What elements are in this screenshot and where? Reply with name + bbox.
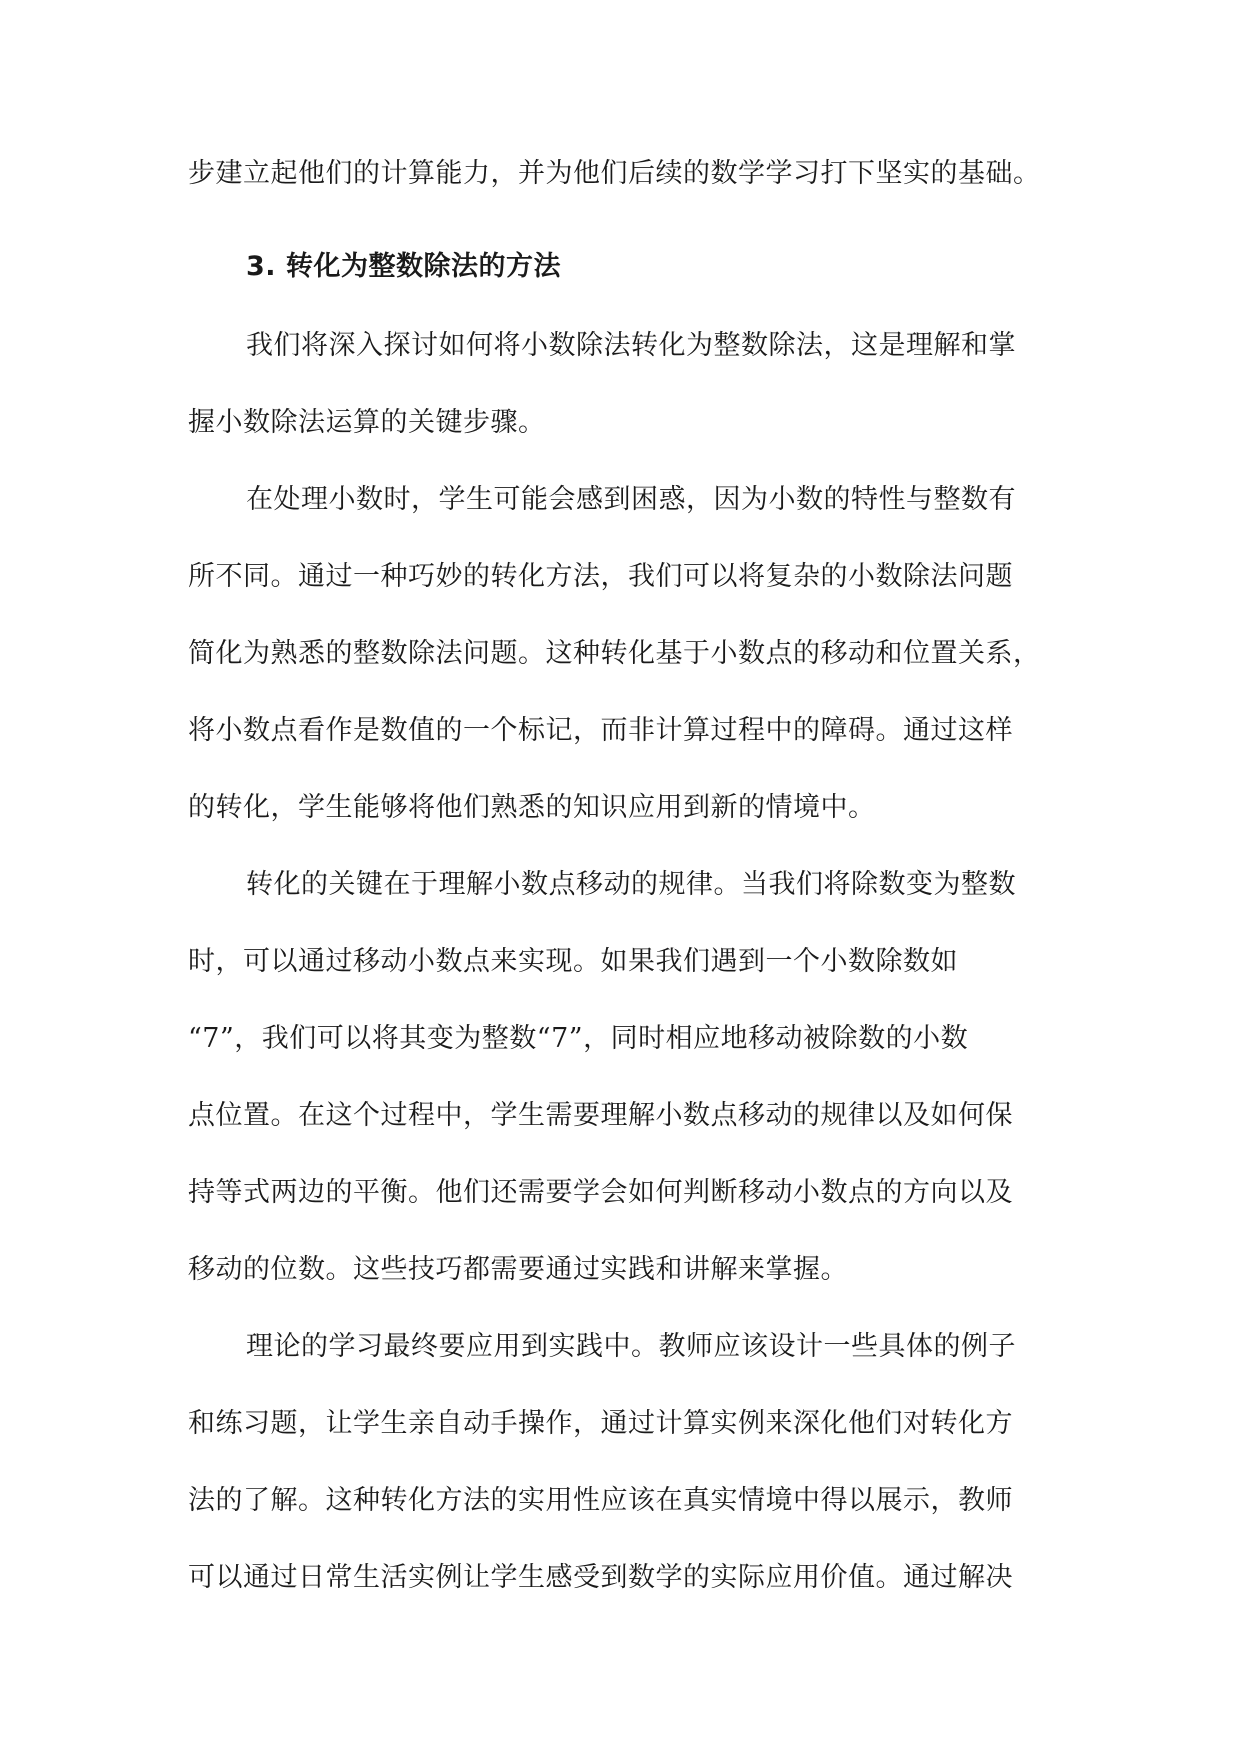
spacer <box>188 221 1053 237</box>
paragraph-4-line-2: 和练习题，让学生亲自动手操作，通过计算实例来深化他们对转化方 <box>188 1408 1013 1439</box>
continuation-line: 步建立起他们的计算能力，并为他们后续的数学学习打下坚实的基础。 <box>188 158 1041 189</box>
paragraph-3-line-4: 点位置。在这个过程中，学生需要理解小数点移动的规律以及如何保 <box>188 1100 1013 1131</box>
paragraph-3-line-2: 时，可以通过移动小数点来实现。如果我们遇到一个小数除数如 <box>188 946 958 977</box>
paragraph-4-line-3: 法的了解。这种转化方法的实用性应该在真实情境中得以展示，教师 <box>188 1485 1013 1516</box>
paragraph-2-line-4: 将小数点看作是数值的一个标记，而非计算过程中的障碍。通过这样 <box>188 715 1013 746</box>
paragraph-4-line-1: 理论的学习最终要应用到实践中。教师应该设计一些具体的例子 <box>246 1331 1016 1362</box>
paragraph-2-line-2: 所不同。通过一种巧妙的转化方法，我们可以将复杂的小数除法问题 <box>188 561 1013 592</box>
paragraph-3-line-3: “7”，我们可以将其变为整数“7”，同时相应地移动被除数的小数 <box>188 1023 969 1054</box>
paragraph-1-line-2: 握小数除法运算的关键步骤。 <box>188 407 546 438</box>
paragraph-2-line-3: 简化为熟悉的整数除法问题。这种转化基于小数点的移动和位置关系， <box>188 638 1041 669</box>
section-heading: 3. 转化为整数除法的方法 <box>246 251 561 282</box>
paragraph-4-line-4: 可以通过日常生活实例让学生感受到数学的实际应用价值。通过解决 <box>188 1562 1013 1593</box>
paragraph-1-line-1: 我们将深入探讨如何将小数除法转化为整数除法，这是理解和掌 <box>246 330 1016 361</box>
document-body <box>188 144 1053 1625</box>
paragraph-2-line-1: 在处理小数时，学生可能会感到困惑，因为小数的特性与整数有 <box>246 484 1016 515</box>
paragraph-3-line-1: 转化的关键在于理解小数点移动的规律。当我们将除数变为整数 <box>246 869 1016 900</box>
paragraph-2-line-5: 的转化，学生能够将他们熟悉的知识应用到新的情境中。 <box>188 792 876 823</box>
paragraph-3-line-5: 持等式两边的平衡。他们还需要学会如何判断移动小数点的方向以及 <box>188 1177 1013 1208</box>
paragraph-3-line-6: 移动的位数。这些技巧都需要通过实践和讲解来掌握。 <box>188 1254 848 1285</box>
